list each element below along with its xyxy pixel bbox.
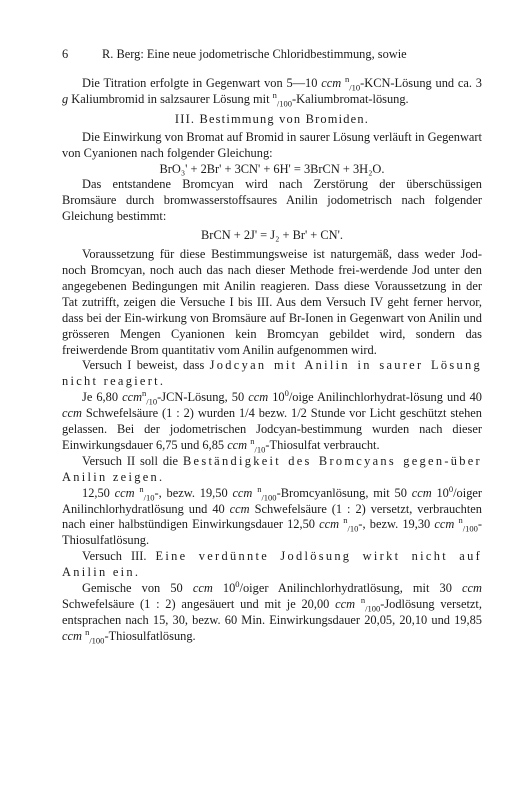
fraction: /10 bbox=[349, 82, 361, 93]
spaced-text: Jodcyan mit Anilin in saurer Lösung nicht reagiert. bbox=[62, 358, 482, 389]
text: Gemische von 50 bbox=[82, 581, 193, 596]
unit: ccm bbox=[62, 406, 82, 421]
text: Schwefelsäure (1 : 2) angesäuert und mit je 20,00 bbox=[62, 597, 336, 611]
running-header bbox=[62, 46, 482, 62]
fraction: /10 bbox=[254, 444, 266, 455]
normality: n bbox=[250, 435, 255, 446]
paragraph-versuch-3 bbox=[62, 549, 482, 581]
paragraph-versuch-2-detail bbox=[62, 483, 483, 550]
unit: ccm bbox=[248, 390, 269, 405]
unit: ccm bbox=[434, 517, 455, 532]
fraction: /100 bbox=[365, 603, 381, 614]
article-body bbox=[62, 73, 483, 646]
paragraph-versuch-3-detail bbox=[62, 578, 482, 646]
unit: ccm bbox=[462, 581, 482, 596]
unit: ccm bbox=[227, 437, 248, 452]
fraction: /100 bbox=[261, 492, 277, 503]
text: Je 6,80 bbox=[82, 390, 123, 405]
normality: n bbox=[360, 594, 366, 605]
text: /oige Anilinchlorhydrat-lösung und 40 bbox=[288, 390, 482, 405]
text: bezw. bbox=[254, 406, 292, 421]
text: 10 bbox=[212, 581, 236, 596]
text: -JCN-Lösung, 50 bbox=[157, 390, 249, 405]
text: Stunde vor Licht geschützt stehen gelassen. Bei der jodometrischen Jodcyan-bestimmung wurden nach dieser Einwirkungsdauer 6,75 und 6,85 bbox=[62, 406, 482, 452]
fraction: /100 bbox=[462, 523, 478, 534]
paragraph-bromcyan: Das entstandene Bromcyan wird nach Zerstörung der überschüssigen Bromsäure durch bromwasserstoffsaures Anilin jodometrisch nach folgender Gleichung bestimmt: bbox=[62, 177, 482, 224]
text: Versuch II soll die bbox=[82, 453, 183, 468]
section-heading: III. Bestimmung von Bromiden. bbox=[174, 111, 370, 126]
unit: ccm bbox=[335, 597, 356, 611]
text: -Thiosulfatlösung. bbox=[104, 628, 196, 643]
paragraph-titration bbox=[62, 73, 482, 109]
fraction: /100 bbox=[276, 98, 292, 109]
unit: ccm bbox=[62, 628, 82, 643]
unit: ccm bbox=[319, 517, 340, 532]
paragraph-versuch-1 bbox=[62, 358, 482, 390]
fraction: /100 bbox=[89, 635, 105, 646]
fraction: /10 bbox=[143, 492, 155, 503]
normality: n bbox=[257, 483, 262, 494]
normality: n bbox=[345, 73, 350, 84]
text: -, bezw. 19,30 bbox=[358, 517, 435, 532]
percent-mark: 0 bbox=[284, 388, 289, 399]
text: -Thiosulfatlösung. bbox=[62, 517, 482, 548]
text: /oiger Anilinchlorhydratlösung, mit 30 bbox=[239, 581, 463, 596]
fraction: /10 bbox=[146, 396, 158, 407]
text: -Jodlösung versetzt, entsprachen nach 15, 30, bezw. 60 Min. Einwirkungsdauer 20,05, 20,10 und 19,85 bbox=[62, 597, 482, 627]
text: -KCN-Lösung und ca. 3 bbox=[360, 76, 482, 90]
unit: ccm bbox=[114, 485, 135, 500]
text: 12,50 bbox=[82, 485, 115, 500]
normality: n bbox=[458, 515, 463, 526]
text: -Thiosulfat verbraucht. bbox=[265, 437, 380, 452]
text: -, bezw. 19,50 bbox=[154, 485, 233, 500]
normality: n bbox=[343, 515, 348, 526]
fraction: 1/2 bbox=[291, 406, 307, 421]
text: /oiger Anilinchlorhydratlösung und 40 bbox=[62, 485, 483, 516]
text: -Kaliumbromat-lösung. bbox=[292, 91, 409, 106]
text: Schwefelsäure (1 : 2) versetzt, verbrauchten nach einer halbstündigen Einwirkungsdauer 12,50 bbox=[62, 501, 482, 532]
text: Versuch I beweist, dass bbox=[82, 358, 210, 373]
normality: n bbox=[139, 483, 144, 494]
text: Kaliumbromid in salzsaurer Lösung mit bbox=[68, 91, 273, 106]
unit: ccm bbox=[232, 485, 253, 500]
text: Schwefelsäure (1 : 2) wurden bbox=[81, 406, 239, 421]
running-title: R. Berg: Eine neue jodometrische Chloridbestimmung, sowie bbox=[102, 47, 407, 61]
text: 10 bbox=[431, 485, 449, 500]
spaced-text: Eine verdünnte Jodlösung wirkt nicht auf Anilin ein. bbox=[62, 549, 483, 580]
unit: g bbox=[62, 91, 69, 106]
unit: ccm bbox=[122, 390, 143, 405]
text: Die Titration erfolgte in Gegenwart von 5—10 bbox=[82, 76, 322, 90]
unit: ccm bbox=[321, 76, 342, 90]
paragraph-versuch-1-detail bbox=[62, 390, 482, 454]
page-number: 6 bbox=[62, 47, 69, 61]
fraction: 1/4 bbox=[238, 406, 255, 421]
paragraph-voraussetzung: Voraussetzung für diese Bestimmungsweise ist naturgemäß, dass weder Jod- noch Bromcyan, noch auch das nach dieser Methode frei-werdende Jod unter den angegebenen Bedingungen mit Anilin reagieren. Dass diese Voraussetzung in der Tat zutrifft, zeigen die Versuche I bis III. Aus dem Versuch IV geht ferner hervor, dass bei der Ein-wirkung von Bromsäure auf Br-Ionen in Gegenwart von Anilin und grösseren Mengen Cyanionen kein Bromcyan gebildet wird, sondern das freiwerdende Brom quantitativ vom Anilin aufgenommen wird. bbox=[62, 247, 482, 357]
equation-iodometric: BrCN + 2J' = J₂ + Br' + CN'. bbox=[201, 228, 343, 243]
normality: n bbox=[85, 626, 90, 637]
paragraph-einwirkung: Die Einwirkung von Bromat auf Bromid in saurer Lösung verläuft in Gegenwart von Cyanionen nach folgender Gleichung: bbox=[62, 129, 482, 160]
unit: ccm bbox=[229, 501, 250, 516]
text: 10 bbox=[268, 390, 285, 405]
percent-mark: 0 bbox=[235, 578, 240, 589]
spaced-text: Beständigkeit des Bromcyans gegen-über Anilin zeigen. bbox=[62, 453, 482, 484]
normality: n bbox=[272, 89, 277, 100]
paragraph-versuch-2 bbox=[62, 454, 482, 486]
normality: n bbox=[142, 388, 147, 399]
text: -Bromcyanlösung, mit 50 bbox=[276, 485, 412, 500]
percent-mark: 0 bbox=[448, 483, 454, 494]
equation-bromate: BrO₃' + 2Br' + 3CN' + 6H' = 3BrCN + 3H₂O. bbox=[159, 161, 385, 176]
fraction: /10 bbox=[347, 523, 359, 534]
text: Versuch III. bbox=[82, 549, 156, 564]
unit: ccm bbox=[192, 581, 213, 596]
unit: ccm bbox=[411, 485, 432, 500]
